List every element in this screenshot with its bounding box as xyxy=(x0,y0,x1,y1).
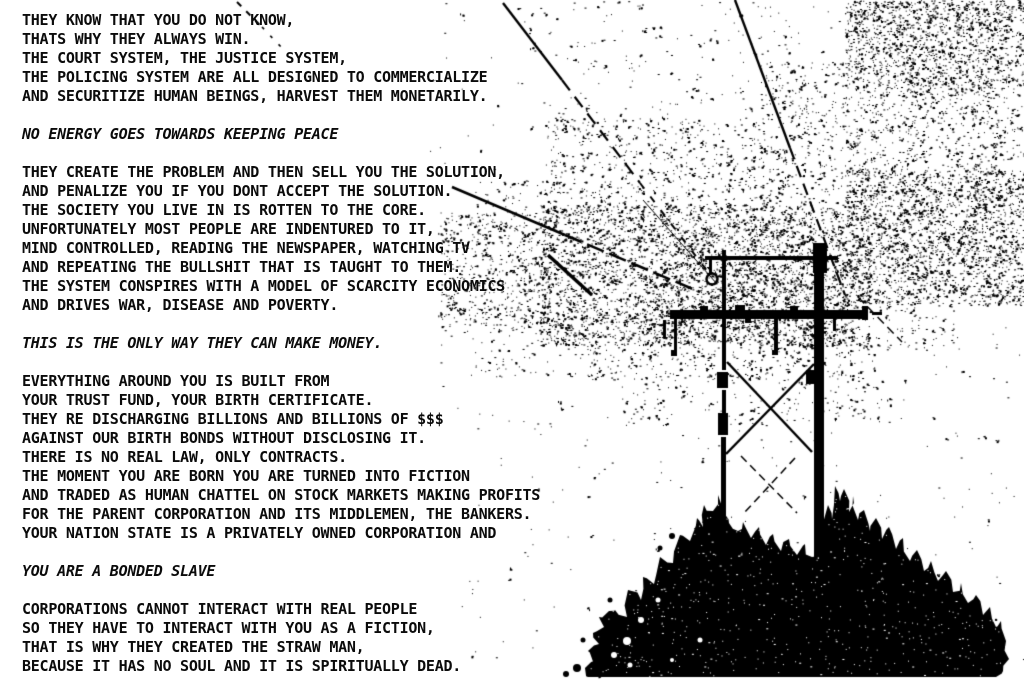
poem-block xyxy=(22,163,540,315)
poem-emphasis-block xyxy=(22,562,540,581)
poem-line: THE POLICING SYSTEM ARE ALL DESIGNED TO COMMERCIALIZE xyxy=(22,68,488,86)
poem-emphasis-block xyxy=(22,334,540,353)
poem-line: THEY RE DISCHARGING BILLIONS AND BILLIONS OF $$$ xyxy=(22,410,444,428)
poem-line: THERE IS NO REAL LAW, ONLY CONTRACTS. xyxy=(22,448,347,466)
poem-line: THEY CREATE THE PROBLEM AND THEN SELL YOU THE SOLUTION, xyxy=(22,163,505,181)
poem-line: THATS WHY THEY ALWAYS WIN. xyxy=(22,30,251,48)
poem-line: THE MOMENT YOU ARE BORN YOU ARE TURNED INTO FICTION xyxy=(22,467,470,485)
poem-line: YOU ARE A BONDED SLAVE xyxy=(22,562,216,580)
poem-emphasis-block xyxy=(22,125,540,144)
poem-line: AND SECURITIZE HUMAN BEINGS, HARVEST THEM MONETARILY. xyxy=(22,87,488,105)
poem-line: THAT IS WHY THEY CREATED THE STRAW MAN, xyxy=(22,638,365,656)
poem-line: EVERYTHING AROUND YOU IS BUILT FROM xyxy=(22,372,330,390)
poem-block xyxy=(22,372,540,543)
manifesto-text xyxy=(22,11,540,684)
poem-line: FOR THE PARENT CORPORATION AND ITS MIDDLEMEN, THE BANKERS. xyxy=(22,505,532,523)
poem-line: UNFORTUNATELY MOST PEOPLE ARE INDENTURED TO IT, xyxy=(22,220,435,238)
poem-block xyxy=(22,11,540,106)
poem-line: AND REPEATING THE BULLSHIT THAT IS TAUGHT TO THEM. xyxy=(22,258,462,276)
poem-line: AND DRIVES WAR, DISEASE AND POVERTY. xyxy=(22,296,339,314)
poem-line: BECAUSE IT HAS NO SOUL AND IT IS SPIRITUALLY DEAD. xyxy=(22,657,462,675)
poem-line: NO ENERGY GOES TOWARDS KEEPING PEACE xyxy=(22,125,339,143)
poem-line: MIND CONTROLLED, READING THE NEWSPAPER, WATCHING TV xyxy=(22,239,470,257)
poem-block xyxy=(22,600,540,676)
poem-line: YOUR TRUST FUND, YOUR BIRTH CERTIFICATE. xyxy=(22,391,374,409)
poem-line: THIS IS THE ONLY WAY THEY CAN MAKE MONEY. xyxy=(22,334,383,352)
poem-line: THEY KNOW THAT YOU DO NOT KNOW, xyxy=(22,11,295,29)
poem-line: AND PENALIZE YOU IF YOU DONT ACCEPT THE SOLUTION. xyxy=(22,182,453,200)
poem-line: SO THEY HAVE TO INTERACT WITH YOU AS A FICTION, xyxy=(22,619,435,637)
poem-line: THE SYSTEM CONSPIRES WITH A MODEL OF SCARCITY ECONOMICS xyxy=(22,277,505,295)
poem-line: CORPORATIONS CANNOT INTERACT WITH REAL PEOPLE xyxy=(22,600,418,618)
poem-line: AGAINST OUR BIRTH BONDS WITHOUT DISCLOSING IT. xyxy=(22,429,426,447)
poem-line: THE COURT SYSTEM, THE JUSTICE SYSTEM, xyxy=(22,49,347,67)
poem-line: AND TRADED AS HUMAN CHATTEL ON STOCK MARKETS MAKING PROFITS xyxy=(22,486,541,504)
poem-line: THE SOCIETY YOU LIVE IN IS ROTTEN TO THE CORE. xyxy=(22,201,426,219)
poem-line: YOUR NATION STATE IS A PRIVATELY OWNED CORPORATION AND xyxy=(22,524,497,542)
